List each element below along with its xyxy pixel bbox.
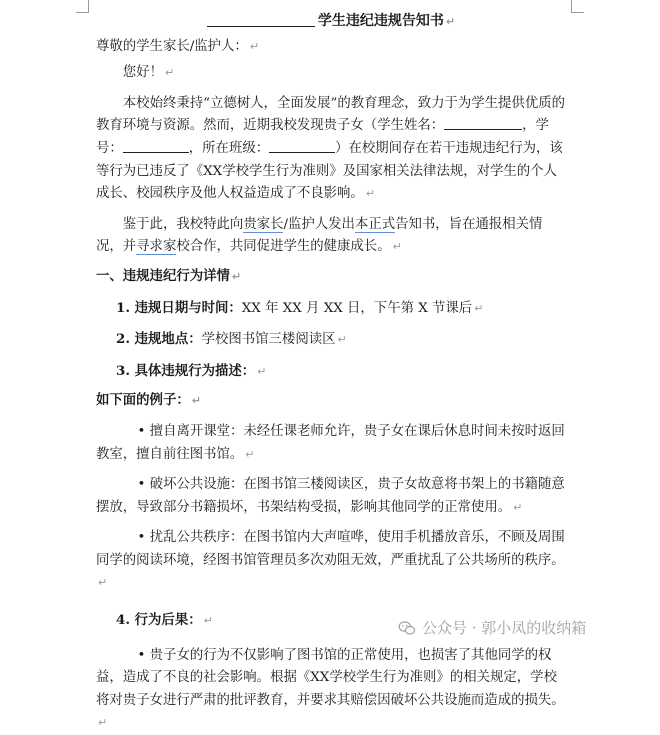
wechat-icon (398, 619, 416, 637)
document-title: 学生违纪违规告知书 ↵ (96, 10, 566, 34)
greeting: 尊敬的学生家长/监护人： ↵ (96, 38, 260, 54)
class-blank[interactable] (269, 139, 335, 153)
section-heading: 一、违规违纪行为详情 ↵ (96, 267, 242, 284)
hello-line: 您好！ ↵ (122, 65, 175, 81)
paragraph-notice: 鉴于此，我校特此向贵家长/监护人发出本正式告知书，旨在通报相关情况，并寻求家校合作，共同促进学生的健康成长。 ↵ (96, 216, 543, 255)
watermark-text: 公众号 · 郭小凤的收纳箱 (422, 619, 587, 637)
bullet-leave-class: • 擅自离开课堂：未经任课老师允许，贵子女在课后休息时间未按时返回教室，擅自前往图书馆。 ↵ (96, 423, 565, 462)
example-heading: 如下面的例子： ↵ (96, 392, 201, 409)
title-blank-line (207, 12, 315, 27)
item-behavior: 3. 具体违规行为描述： ↵ (116, 362, 267, 379)
bullet-consequence: • 贵子女的行为不仅影响了图书馆的正常使用，也损害了其他同学的权益，造成了不良的社会影响。根据《XX学校学生行为准则》的相关规定，学校将对贵子女进行严肃的批评教育，并要求其赔偿因破坏公共设施而造成的损失。↵ (96, 647, 565, 730)
item-date: 1. 违规日期与时间：XX 年 XX 月 XX 日，下午第 X 节课后 ↵ (116, 299, 484, 316)
item-location: 2. 违规地点：学校图书馆三楼阅读区 ↵ (116, 331, 347, 348)
bullet-damage-facilities: • 破坏公共设施：在图书馆三楼阅读区，贵子女故意将书架上的书籍随意摆放，导致部分书籍损坏，书架结构受损，影响其他同学的正常使用。 ↵ (96, 477, 565, 515)
student-id-blank[interactable] (123, 139, 189, 153)
student-name-blank[interactable] (444, 116, 522, 130)
item-consequence: 4. 行为后果： ↵ (116, 612, 213, 629)
watermark (398, 617, 586, 638)
page-corner-mark (76, 0, 89, 13)
bullet-disturb-order: • 扰乱公共秩序：在图书馆内大声喧哗，使用手机播放音乐，不顾及周围同学的阅读环境，经图书馆管理员多次劝阻无效，严重扰乱了公共场所的秩序。↵ (96, 530, 565, 590)
paragraph-intro: 本校始终秉持“立德树人，全面发展”的教育理念，致力于为学生提供优质的教育环境与资源。然而，近期我校发现贵子女（学生姓名： ，学号： ，所在班级： ）在校期间存在若干违规违纪行为，该等行为已违反了《XX学校学生行为准则》及国家相关法律法规，对学生的个人成长、校园秩序及他人权益造成了不良影响。 ↵ (96, 95, 565, 202)
page-corner-mark (571, 0, 584, 13)
